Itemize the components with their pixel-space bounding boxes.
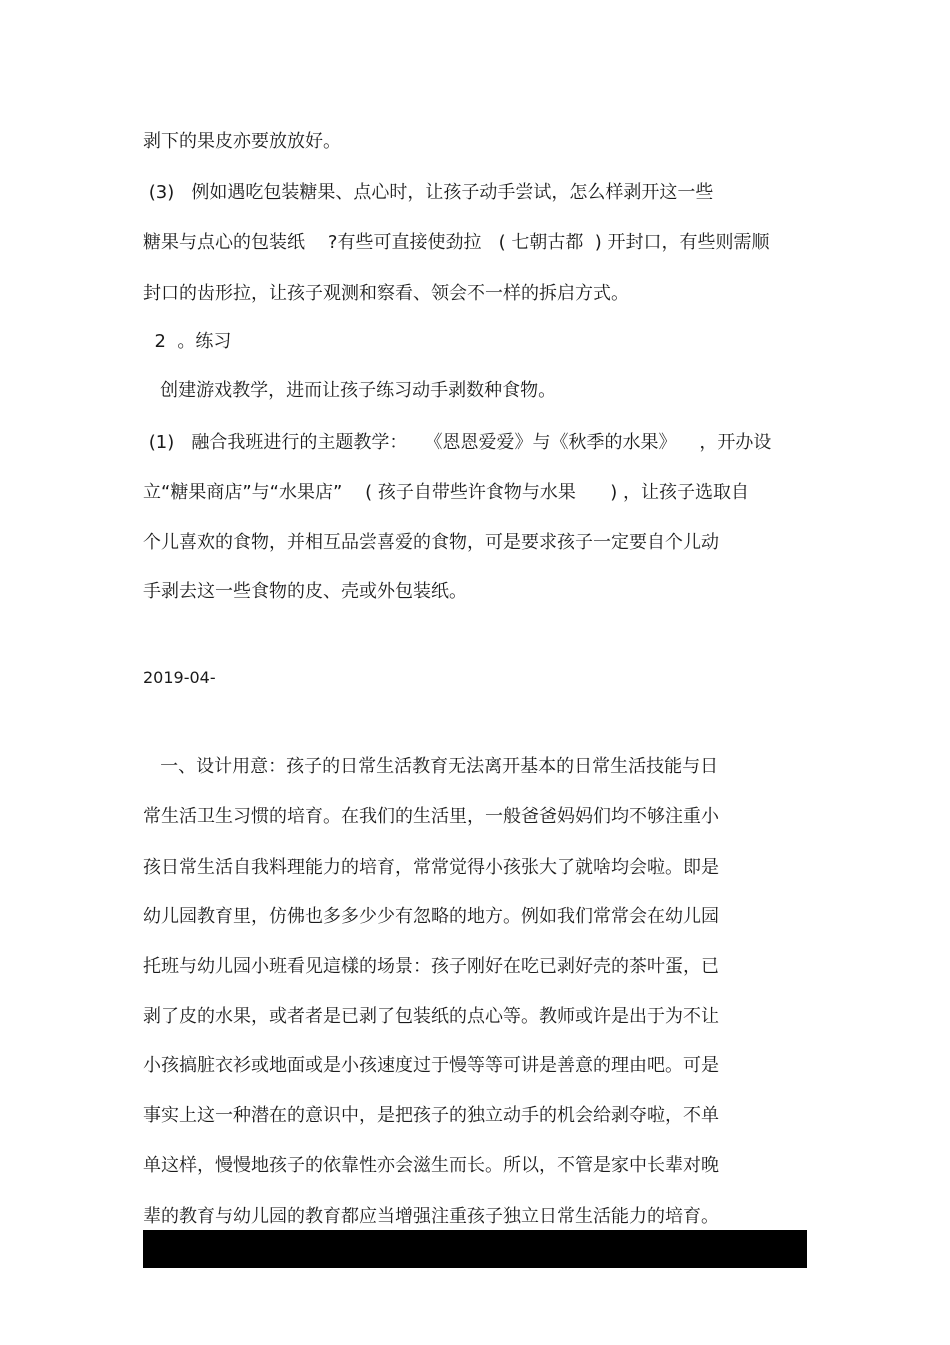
text-line: 辈的教育与幼儿园的教育都应当增强注重孩子独立日常生活能力的培育。	[143, 1206, 719, 1227]
text-line: 封口的齿形拉，让孩子观测和察看、领会不一样的拆启方式。	[143, 283, 629, 304]
text-line: 剥下的果皮亦要放放好。	[143, 131, 341, 152]
text-line: 单这样，慢慢地孩子的依靠性亦会滋生而长。所以，不管是家中长辈对晚	[143, 1155, 719, 1176]
section-heading: 2 。练习	[143, 331, 232, 352]
text-line: 孩日常生活自我料理能力的培育，常常觉得小孩张大了就啥均会啦。即是	[143, 857, 719, 878]
text-line: 小孩搞脏衣衫或地面或是小孩速度过于慢等等可讲是善意的理由吧。可是	[143, 1055, 719, 1076]
text-line: (3) 例如遇吃包装糖果、点心时，让孩子动手尝试，怎么样剥开这一些	[143, 182, 714, 203]
text-line: 个儿喜欢的食物，并相互品尝喜爱的食物，可是要求孩子一定要自个儿动	[143, 532, 719, 553]
text-line: 事实上这一种潜在的意识中，是把孩子的独立动手的机会给剥夺啦，不单	[143, 1105, 719, 1126]
text-line: 剥了皮的水果，或者者是已剥了包装纸的点心等。教师或许是出于为不让	[143, 1006, 719, 1027]
text-line: 手剥去这一些食物的皮、壳或外包装纸。	[143, 581, 467, 602]
text-line: 立“糖果商店”与“水果店” ( 孩子自带些许食物与水果 ) ，让孩子选取自	[143, 482, 750, 503]
date-label: 2019-04-	[143, 668, 216, 687]
text-line: (1) 融合我班进行的主题教学： 《恩恩爱爱》与《秋季的水果》 ，开办设	[143, 432, 772, 453]
text-line: 糖果与点心的包装纸 ?有些可直接使劲拉 ( 七朝古都 ) 开封口，有些则需顺	[143, 232, 770, 253]
text-line: 托班与幼儿园小班看见這樣的场景：孩子刚好在吃已剥好壳的茶叶蛋，已	[143, 956, 719, 977]
text-line: 幼儿园教育里，仿佛也多多少少有忽略的地方。例如我们常常会在幼儿园	[143, 906, 719, 927]
redaction-bar	[143, 1230, 807, 1268]
text-line: 创建游戏教学，进而让孩子练习动手剥数种食物。	[143, 380, 557, 401]
text-line: 一、设计用意：孩子的日常生活教育无法离开基本的日常生活技能与日	[143, 756, 719, 777]
text-line: 常生活卫生习惯的培育。在我们的生活里，一般爸爸妈妈们均不够注重小	[143, 806, 719, 827]
